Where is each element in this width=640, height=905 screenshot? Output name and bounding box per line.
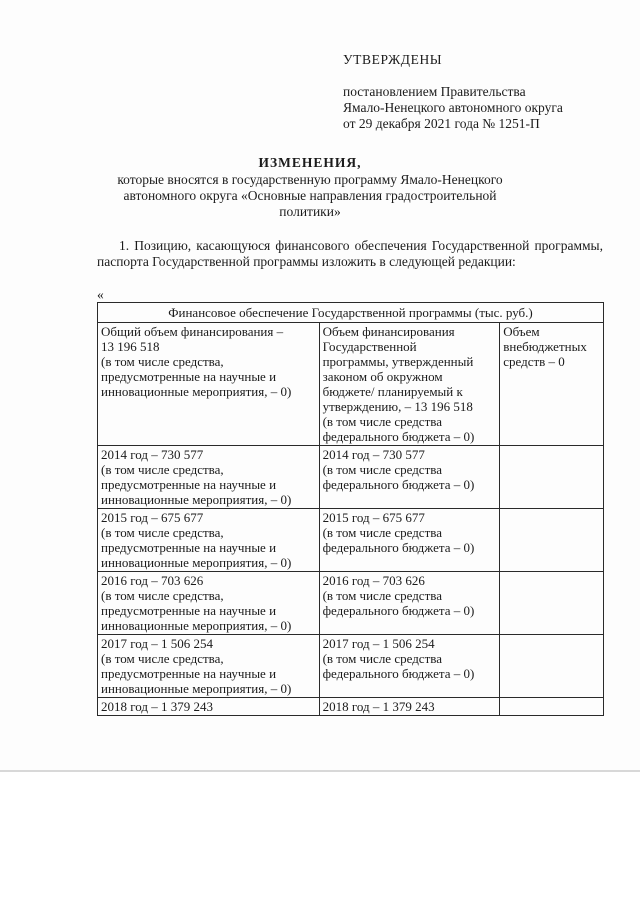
table-row: [98, 572, 604, 635]
approval-line: от 29 декабря 2021 года № 1251-П: [343, 116, 540, 131]
cell-line: (в том числе средства,: [101, 588, 224, 603]
cell-line: утверждению, – 13 196 518: [322, 399, 473, 414]
cell-line: федерального бюджета – 0): [322, 666, 475, 681]
cell-line: предусмотренные на научные и: [101, 477, 277, 492]
extrabudgetary-cell: [500, 323, 604, 446]
year-extrabudgetary-cell: [500, 698, 604, 716]
cell-line: (в том числе средства: [322, 588, 442, 603]
table-header-row: [98, 323, 604, 446]
year-total-cell: [98, 572, 320, 635]
year-extrabudgetary-cell: [500, 572, 604, 635]
year-budget-cell: [319, 446, 500, 509]
year-budget-cell: [319, 509, 500, 572]
title-line: политики»: [279, 204, 341, 219]
cell-line: предусмотренные на научные и: [101, 369, 277, 384]
cell-line: 2018 год – 1 379 243: [101, 699, 213, 714]
table-row: [98, 635, 604, 698]
cell-line: (в том числе средства: [322, 525, 442, 540]
approval-line: Ямало-Ненецкого автономного округа: [343, 100, 563, 115]
approval-heading: УТВЕРЖДЕНЫ: [343, 52, 443, 67]
cell-line: (в том числе средства,: [101, 651, 224, 666]
cell-line: 2017 год – 1 506 254: [101, 636, 213, 651]
cell-line: предусмотренные на научные и: [101, 666, 277, 681]
year-total-cell: [98, 509, 320, 572]
budget-financing-cell: [319, 323, 500, 446]
cell-line: предусмотренные на научные и: [101, 603, 277, 618]
approval-line: постановлением Правительства: [343, 84, 526, 99]
cell-line: 2015 год – 675 677: [101, 510, 204, 525]
cell-line: внебюджетных: [503, 339, 587, 354]
cell-line: федерального бюджета – 0): [322, 603, 475, 618]
year-budget-cell: [319, 635, 500, 698]
cell-line: федерального бюджета – 0): [322, 477, 475, 492]
table-caption-row: [98, 303, 604, 323]
cell-line: (в том числе средства: [322, 651, 442, 666]
cell-line: предусмотренные на научные и: [101, 540, 277, 555]
year-total-cell: [98, 446, 320, 509]
cell-line: инновационные мероприятия, – 0): [101, 681, 292, 696]
cell-line: (в том числе средства,: [101, 354, 224, 369]
cell-line: (в том числе средства: [322, 462, 442, 477]
cell-line: инновационные мероприятия, – 0): [101, 618, 292, 633]
title-line: которые вносятся в государственную программу Ямало-Ненецкого: [117, 172, 503, 187]
cell-line: 2014 год – 730 577: [322, 447, 425, 462]
cell-line: 2015 год – 675 677: [322, 510, 425, 525]
year-budget-cell: [319, 698, 500, 716]
cell-line: (в том числе средства: [322, 414, 442, 429]
cell-line: бюджете/ планируемый к: [322, 384, 463, 399]
cell-line: (в том числе средства,: [101, 462, 224, 477]
year-total-cell: [98, 698, 320, 716]
table-row: [98, 509, 604, 572]
table-row: [98, 446, 604, 509]
year-budget-cell: [319, 572, 500, 635]
table-caption: Финансовое обеспечение Государственной программы (тыс. руб.): [98, 303, 604, 323]
cell-line: Объем финансирования: [322, 324, 455, 339]
cell-line: 2016 год – 703 626: [322, 573, 425, 588]
cell-line: федерального бюджета – 0): [322, 540, 475, 555]
document-title-block: [80, 155, 540, 220]
cell-line: 2016 год – 703 626: [101, 573, 204, 588]
cell-line: законом об окружном: [322, 369, 443, 384]
cell-line: Общий объем финансирования –: [101, 324, 284, 339]
amendment-paragraph: 1. Позицию, касающуюся финансового обеспечения Государственной программы, паспорта Государственной программы изложить в следующей редакции:: [97, 238, 603, 269]
total-financing-cell: [98, 323, 320, 446]
year-total-cell: [98, 635, 320, 698]
cell-line: 13 196 518: [101, 339, 160, 354]
financing-table: [97, 302, 604, 716]
cell-line: 2018 год – 1 379 243: [322, 699, 435, 714]
cell-line: Объем: [503, 324, 540, 339]
cell-line: федерального бюджета – 0): [322, 429, 475, 444]
cell-line: (в том числе средства,: [101, 525, 224, 540]
opening-quote: «: [97, 287, 104, 302]
cell-line: средств – 0: [503, 354, 565, 369]
year-extrabudgetary-cell: [500, 509, 604, 572]
cell-line: инновационные мероприятия, – 0): [101, 555, 292, 570]
table-row: [98, 698, 604, 716]
cell-line: Государственной: [322, 339, 417, 354]
cell-line: инновационные мероприятия, – 0): [101, 384, 292, 399]
document-title: ИЗМЕНЕНИЯ,: [258, 155, 362, 170]
year-extrabudgetary-cell: [500, 446, 604, 509]
year-extrabudgetary-cell: [500, 635, 604, 698]
cell-line: 2014 год – 730 577: [101, 447, 204, 462]
cell-line: программы, утвержденный: [322, 354, 474, 369]
title-line: автономного округа «Основные направления градостроительной: [123, 188, 497, 203]
approval-stamp: [343, 52, 633, 132]
cell-line: инновационные мероприятия, – 0): [101, 492, 292, 507]
cell-line: 2017 год – 1 506 254: [322, 636, 435, 651]
